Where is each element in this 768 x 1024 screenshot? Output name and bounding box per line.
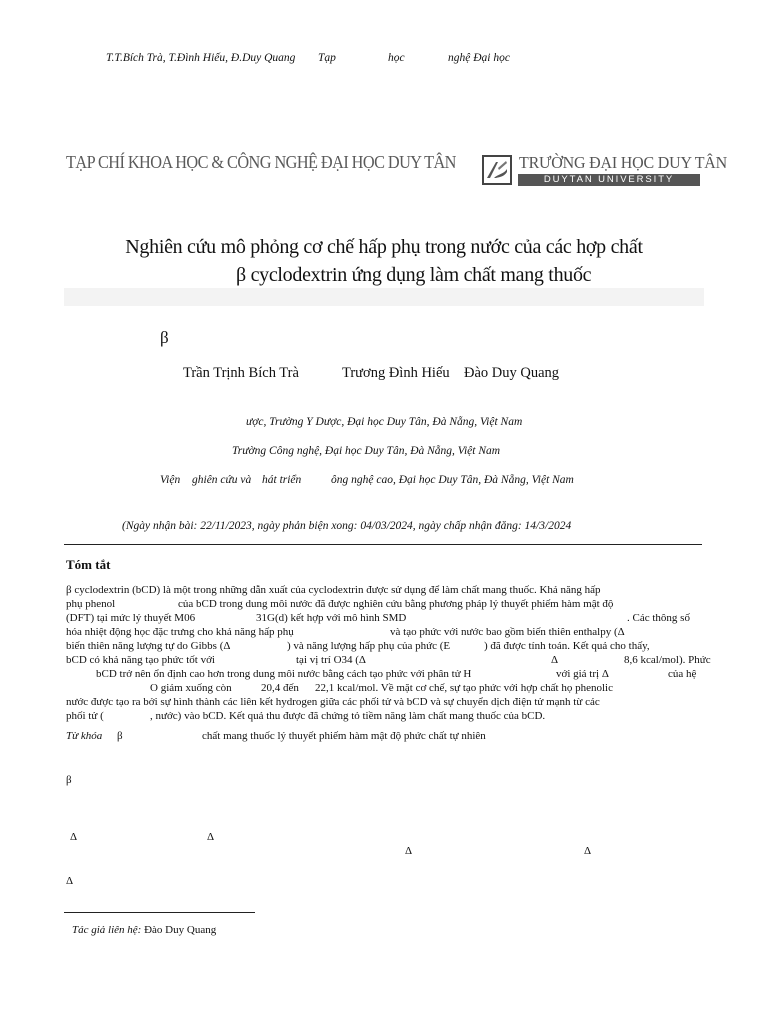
abstract-fragment: và tạo phức với nước bao gồm biến thiên enthalpy (Δ <box>390 626 625 638</box>
keywords-beta: β <box>117 730 123 742</box>
abstract-fragment: 31G(d) kết hợp với mô hình SMD <box>256 612 407 624</box>
footnote-label: Tác giả liên hệ: <box>72 924 142 936</box>
abstract-fragment: 8,6 kcal/mol). Phức <box>624 654 711 666</box>
abstract-fragment: , nước) vào bCD. Kết quả thu được đã chứng tỏ tiềm năng làm chất mang thuốc của bCD. <box>150 710 546 722</box>
affiliation-3-part: ghiên cứu và <box>192 474 252 486</box>
abstract-fragment: hóa nhiệt động học đặc trưng cho khả năng hấp phụ <box>66 626 294 638</box>
corresponding-author-footnote <box>72 924 216 936</box>
running-header-tap: Tạp <box>318 52 336 64</box>
abstract-fragment: 20,4 đến <box>261 682 299 694</box>
author-name: Đào Duy Quang <box>464 365 560 381</box>
affiliation-1: ược, Trường Y Dược, Đại học Duy Tân, Đà Nẵng, Việt Nam <box>246 416 523 428</box>
title-band <box>64 288 704 306</box>
abstract-fragment: (DFT) tại mức lý thuyết M06 <box>66 612 196 624</box>
author-name: Trần Trịnh Bích Trà <box>183 365 299 381</box>
affiliation-2: Trường Công nghệ, Đại học Duy Tân, Đà Nẵng, Việt Nam <box>232 445 501 457</box>
abstract-fragment: phụ phenol <box>66 598 116 610</box>
submission-dates: (Ngày nhận bài: 22/11/2023, ngày phản biện xong: 04/03/2024, ngày chấp nhận đăng: 14/3/2024 <box>122 520 572 532</box>
abstract-fragment: của bCD trong dung môi nước đã được nghiên cứu bằng phương pháp lý thuyết phiếm hàm mật độ <box>178 598 614 610</box>
abstract-fragment: biến thiên năng lượng tự do Gibbs (Δ <box>66 640 231 652</box>
abstract-fragment: bCD trở nên ổn định cao hơn trong dung môi nước bằng cách tạo phức với phân tử H <box>96 668 472 680</box>
university-name-vn: TRƯỜNG ĐẠI HỌC DUY TÂN <box>519 153 728 172</box>
paper-title-line-1: Nghiên cứu mô phỏng cơ chế hấp phụ trong nước của các hợp chất <box>125 236 643 258</box>
abstract-fragment: . Các thông số <box>627 612 690 624</box>
keywords-values: chất mang thuốc lý thuyết phiếm hàm mật độ phức chất tự nhiên <box>202 730 486 742</box>
english-abstract-delta: Δ <box>405 845 413 857</box>
english-abstract-delta: Δ <box>70 831 78 843</box>
english-abstract-delta: Δ <box>207 831 215 843</box>
abstract-fragment: phối tử ( <box>66 710 104 722</box>
abstract-fragment: ) và năng lượng hấp phụ của phức (E <box>287 640 451 652</box>
paper-title-line-2: β cyclodextrin ứng dụng làm chất mang thuốc <box>236 264 592 286</box>
journal-name: TẠP CHÍ KHOA HỌC & CÔNG NGHỆ ĐẠI HỌC DUY TÂN <box>66 152 456 172</box>
running-header-authors: T.T.Bích Trà, T.Đình Hiếu, Đ.Duy Quang <box>106 52 296 64</box>
divider <box>64 544 702 545</box>
abstract-fragment: bCD có khả năng tạo phức tốt với <box>66 654 215 666</box>
running-header-nghe: nghệ Đại học <box>448 52 510 64</box>
running-header-hoc: học <box>388 52 405 64</box>
abstract-fragment: 22,1 kcal/mol. Về mặt cơ chế, sự tạo phức với hợp chất họ phenolic <box>315 682 613 694</box>
abstract-fragment: ) đã được tính toán. Kết quả cho thấy, <box>484 640 650 652</box>
university-logo <box>482 153 728 185</box>
university-emblem-icon <box>482 155 512 185</box>
footnote-name: Đào Duy Quang <box>144 924 217 936</box>
english-abstract-beta: β <box>66 774 72 786</box>
english-abstract-delta: Δ <box>584 845 592 857</box>
abstract-line: nước được tạo ra bởi sự hình thành các liên kết hydrogen giữa các phối tử và bCD và sự chuyển dịch điện tử mạnh từ các <box>66 696 600 708</box>
abstract-fragment: O giảm xuống còn <box>150 682 232 694</box>
affiliation-3-part: hát triển <box>262 474 302 486</box>
keywords-label: Từ khóa <box>66 730 103 742</box>
affiliation-3-part: ông nghệ cao, Đại học Duy Tân, Đà Nẵng, Việt Nam <box>331 474 574 486</box>
affiliation-3-part: Viện <box>160 474 181 486</box>
english-title-fragment: β <box>160 328 169 347</box>
abstract-fragment: của hệ <box>668 668 697 680</box>
footnote-divider <box>64 912 255 913</box>
abstract-fragment: tại vị trí O34 (Δ <box>296 654 367 666</box>
university-name-en: DUYTAN UNIVERSITY <box>518 174 700 186</box>
author-name: Trương Đình Hiếu <box>342 365 450 381</box>
english-abstract-delta: Δ <box>66 875 74 887</box>
abstract-heading: Tóm tắt <box>66 557 111 572</box>
abstract-fragment: với giá trị Δ <box>556 668 609 680</box>
abstract-line: β cyclodextrin (bCD) là một trong những dẫn xuất của cyclodextrin được sử dụng để làm chất mang thuốc. Khả năng hấp <box>66 584 601 596</box>
abstract-fragment: Δ <box>551 654 559 666</box>
